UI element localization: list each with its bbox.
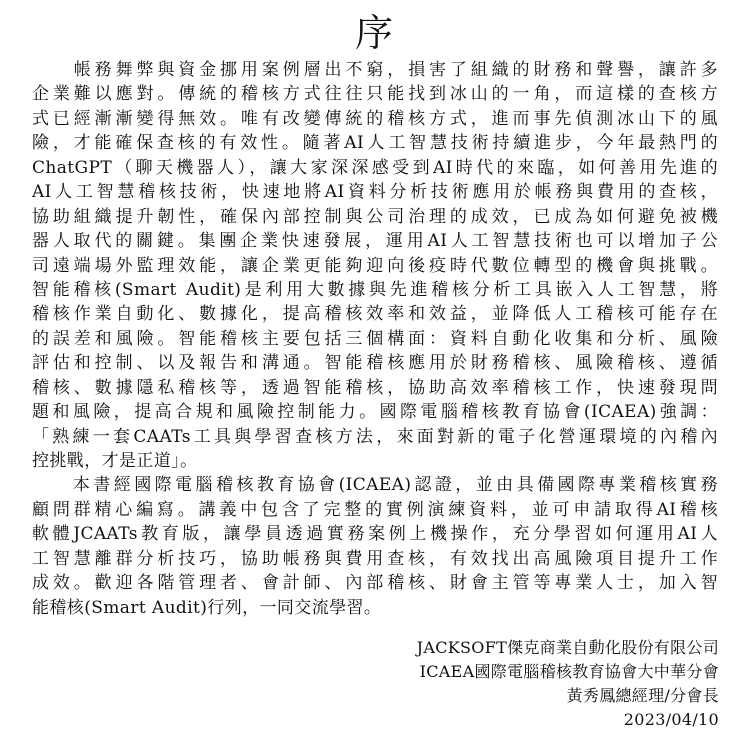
text-line: 能稽核(Smart Audit)行列，一同交流學習。 [32, 597, 382, 618]
text-line: 軟體JCAATs教育版，讓學員透過實務案例上機操作，充分學習如何運用AI人 [32, 524, 718, 545]
text-line: 企業難以應對。傳統的稽核方式往往只能找到冰山的一角，而這樣的查核方 [32, 84, 718, 105]
text-line: 顧問群精心編寫。講義中包含了完整的實例演練資料，並可申請取得AI稽核 [32, 499, 718, 520]
text-line: ChatGPT（聊天機器人），讓大家深深感受到AI時代的來臨，如何善用先進的 [32, 157, 718, 178]
text-line: 險，才能確保查核的有效性。隨著AI人工智慧技術持續進步，今年最熱門的 [32, 133, 718, 154]
author-title: 黃秀鳳總經理/分會長 [566, 686, 719, 705]
text-line: 評估和控制、以及報告和溝通。智能稽核應用於財務稽核、風險稽核、遵循 [32, 353, 718, 374]
text-line: 題和風險，提高合規和風險控制能力。國際電腦稽核教育協會(ICAEA)強調： [32, 402, 718, 423]
company-name: JACKSOFT傑克商業自動化股份有限公司 [416, 638, 719, 657]
signature-block [417, 636, 719, 732]
paragraph-1 [32, 58, 718, 473]
text-line: 控挑戰，才是正道」。 [32, 451, 198, 471]
text-line: 司遠端場外監理效能，讓企業更能夠迎向後疫時代數位轉型的機會與挑戰。 [32, 255, 718, 276]
text-line: 工智慧離群分析技巧，協助帳務與費用查核，有效找出高風險項目提升工作 [32, 548, 718, 569]
text-line: 成效。歡迎各階管理者、會計師、內部稽核、財會主管等專業人士，加入智 [32, 573, 718, 594]
text-line: 式已經漸漸變得無效。唯有改變傳統的稽核方式，進而事先偵測冰山下的風 [32, 108, 718, 129]
text-line: 稽核作業自動化、數據化，提高稽核效率和效益，並降低人工稽核可能存在 [32, 304, 718, 325]
paragraph-2 [32, 473, 718, 620]
text-line: 本書經國際電腦稽核教育協會(ICAEA)認證，並由具備國際專業稽核實務 [32, 475, 718, 496]
association-name: ICAEA國際電腦稽核教育協會大中華分會 [419, 662, 719, 681]
text-line: 稽核、數據隱私稽核等，透過智能稽核，協助高效率稽核工作，快速發現問 [32, 377, 718, 398]
date: 2023/04/10 [623, 710, 719, 729]
text-line: 的誤差和風險。智能稽核主要包括三個構面：資料自動化收集和分析、風險 [32, 328, 718, 349]
text-line: 協助組織提升韌性，確保內部控制與公司治理的成效，已成為如何避免被機 [32, 206, 718, 227]
text-line: 智能稽核(Smart Audit)是利用大數據與先進稽核分析工具嵌入人工智慧，將 [32, 279, 718, 300]
preface-body [32, 58, 718, 620]
text-line: 帳務舞弊與資金挪用案例層出不窮，損害了組織的財務和聲譽，讓許多 [32, 60, 718, 80]
text-line: 「熟練一套CAATs工具與學習查核方法，來面對新的電子化營運環境的內稽內 [32, 426, 718, 447]
text-line: 器人取代的關鍵。集團企業快速發展，運用AI人工智慧技術也可以增加子公 [32, 231, 718, 252]
text-line: AI人工智慧稽核技術，快速地將AI資料分析技術應用於帳務與費用的查核， [32, 182, 718, 203]
page-title: 序 [354, 11, 395, 55]
